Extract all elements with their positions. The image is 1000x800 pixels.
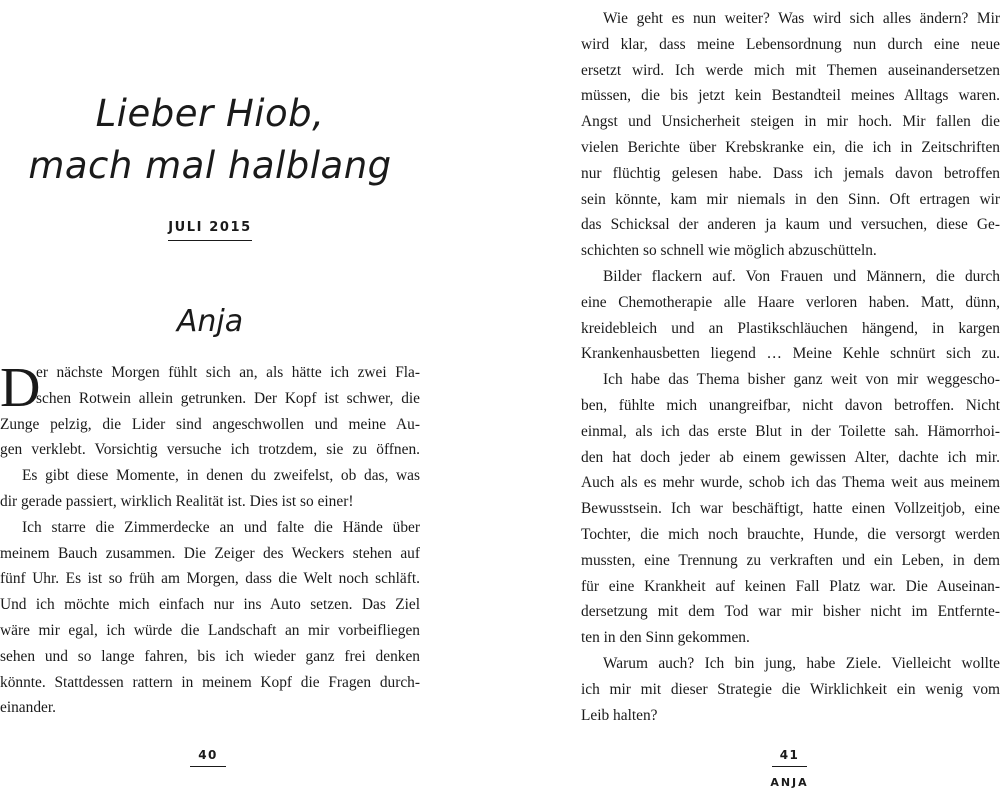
text-line: ten in den Sinn gekommen. <box>581 629 750 647</box>
text-line: ich mir mit dieser Strategie die Wirklichkeit ein wenig vom <box>581 680 1000 698</box>
text-line: Zunge pelzig, die Lider sind angeschwollen und meine Au- <box>0 415 420 433</box>
page-number: 40 <box>190 748 226 767</box>
text-line: Bewusstsein. Ich war beschäftigt, hatte einen Vollzeitjob, eine <box>581 500 1000 518</box>
text-line: Auch als es mehr wurde, schob ich das Thema weit aus meinem <box>581 474 1000 492</box>
chapter-title <box>0 88 420 192</box>
chapter-date: JULI 2015 <box>168 220 252 241</box>
page-number: 41 <box>772 748 808 767</box>
text-line: Und ich möchte mich einfach nur ins Auto setzen. Das Ziel <box>0 596 420 614</box>
text-line: sehen und so lange fahren, bis ich wieder ganz frei denken <box>0 647 420 665</box>
text-line: kreidebleich und an Plastikschläuchen hängend, in kargen <box>581 319 1000 337</box>
text-line: ben, fühlte mich unangreifbar, nicht davon betroffen. Nicht <box>581 396 1000 414</box>
text-line: könnte. Stattdessen rattern in meinem Kopf die Fragen durch- <box>0 673 420 691</box>
text-line: Ich habe das Thema bisher ganz weit von mir weggescho- <box>603 371 1000 389</box>
drop-cap: D <box>0 357 41 419</box>
text-line: Es gibt diese Momente, in denen du zweifelst, ob das, was <box>22 467 420 485</box>
right-body-text <box>581 6 1000 728</box>
text-line: eine Chemotherapie alle Haare verloren haben. Matt, dünn, <box>581 293 1000 311</box>
chapter-title-line: Lieber Hiob, <box>95 92 325 135</box>
text-line: gen verklebt. Vorsichtig versuche ich trotzdem, sie zu öffnen. <box>0 441 420 459</box>
text-line: Krankenhausbetten liegend … Meine Kehle schnürt sich zu. <box>581 345 1000 363</box>
text-line: er nächste Morgen fühlt sich an, als hätte ich zwei Fla- <box>36 364 420 381</box>
text-line: ersetzt wird. Ich werde mich mit Themen auseinandersetzen <box>581 61 1000 79</box>
right-page <box>581 0 1000 800</box>
chapter-date-container <box>0 218 420 241</box>
text-line: einmal, als ich das erste Blut in der Toilette sah. Hämorrhoi- <box>581 422 1000 440</box>
text-line: Bilder flackern auf. Von Frauen und Männern, die durch <box>603 267 1000 285</box>
text-line: Ich starre die Zimmerdecke an und falte die Hände über <box>22 518 420 536</box>
section-name: Anja <box>176 304 244 339</box>
text-line: einander. <box>0 699 56 717</box>
page-number-container <box>581 746 998 767</box>
text-line: schen Rotwein allein getrunken. Der Kopf ist schwer, die <box>36 389 420 407</box>
text-line: Leib halten? <box>581 706 658 724</box>
text-line: schichten so schnell wie möglich abzuschütteln. <box>581 242 877 260</box>
text-line: mussten, eine Trennung zu verkraften und ein Leben, in dem <box>581 551 1000 569</box>
text-line: Warum auch? Ich bin jung, habe Ziele. Vielleicht wollte <box>603 654 1000 672</box>
text-line: fünf Uhr. Es ist so früh am Morgen, dass die Welt noch schläft. <box>0 570 420 588</box>
running-head: ANJA <box>770 776 809 789</box>
text-line: den hat doch jeder ab einem gewissen Alter, dachte ich mir. <box>581 448 1000 466</box>
left-page <box>0 0 420 800</box>
text-line: Wie geht es nun weiter? Was wird sich alles ändern? Mir <box>603 10 1000 27</box>
text-line: dersetzung mit dem Tod war mir bisher nicht im Entfernte- <box>581 603 1000 621</box>
text-line: für eine Krankheit auf keinen Fall Platz war. Die Auseinan- <box>581 577 1000 595</box>
text-line: Angst und Unsicherheit steigen in mir hoch. Mir fallen die <box>581 113 1000 131</box>
text-line: sein könnte, kam mir niemals in den Sinn. Oft ertragen wir <box>581 190 1000 208</box>
text-line: müssen, die bis jetzt kein Bestandteil meines Alltags waren. <box>581 87 1000 105</box>
left-body-text <box>0 357 420 721</box>
text-line: Tochter, die mich noch brauchte, Hunde, die versorgt werden <box>581 525 1000 543</box>
text-line: wird klar, dass meine Lebensordnung nun durch eine neue <box>581 35 1000 53</box>
text-line: nur flüchtig gelesen habe. Dass ich jemals davon betroffen <box>581 164 1000 182</box>
text-line: meinem Bauch zusammen. Die Zeiger des Weckers stehen auf <box>0 544 420 562</box>
text-line: wäre mir egal, ich würde die Landschaft an mir vorbeifliegen <box>0 621 420 639</box>
text-line: vielen Berichte über Krebskranke ein, die ich in Zeitschriften <box>581 138 1000 156</box>
page-number-container <box>0 746 416 767</box>
text-line: dir gerade passiert, wirklich Realität ist. Dies ist so einer! <box>0 492 354 510</box>
text-line: das Schicksal der anderen ja kaum und versuchen, diese Ge- <box>581 216 1000 234</box>
chapter-title-line: mach mal halblang <box>28 144 392 187</box>
